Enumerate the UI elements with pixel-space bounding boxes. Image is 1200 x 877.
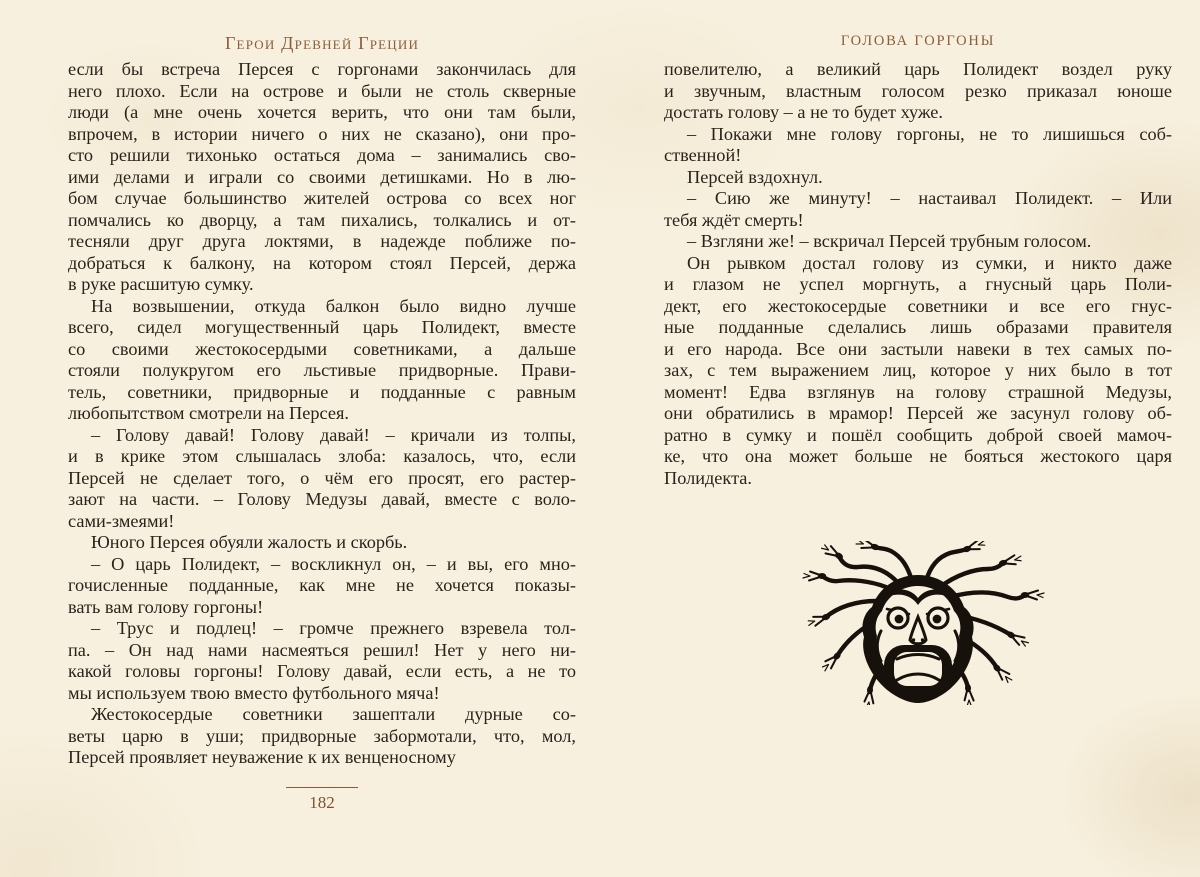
paragraph xyxy=(664,231,1172,253)
text-line: Юного Персея обуяли жалость и скорбь. xyxy=(91,532,408,552)
paragraph xyxy=(68,59,576,296)
text-line: и его народа. Все они застыли навеки в тех самых по- xyxy=(664,338,1172,359)
text-line: ственной! xyxy=(664,145,742,165)
text-line: дект, его жестокосердые советники и все его гнус- xyxy=(664,295,1172,316)
text-line: всего, сидел могущественный царь Полидект, вместе xyxy=(68,317,576,337)
text-line: ими делами и играли со своими детишками. Но в лю- xyxy=(68,166,576,187)
text-line: любопытством смотрели на Персея. xyxy=(68,403,349,423)
text-line: достать голову – а не то будет хуже. xyxy=(664,102,943,122)
paragraph xyxy=(664,188,1172,231)
text-line: люди (а мне очень хочется верить, что они там были, xyxy=(68,102,576,122)
text-line: добраться к балкону, на котором стоял Персей, держа xyxy=(68,252,576,273)
text-line: веты царю в уши; придворные забормотали, что, мол, xyxy=(68,725,576,746)
text-line: помчались ко дворцу, а там пихались, толкались и от- xyxy=(68,209,576,230)
text-line: бом случае большинство жителей острова со всех ног xyxy=(68,188,576,208)
text-line: зают на части. – Голову Медузы давай, вместе с воло- xyxy=(68,489,576,509)
text-line: – О царь Полидект, – воскликнул он, – и вы, его мно- xyxy=(91,553,576,574)
text-line: – Взгляни же! – вскричал Персей трубным голосом. xyxy=(687,231,1092,251)
text-line: в руке расшитую сумку. xyxy=(68,274,254,294)
text-line: Он рывком достал голову из сумки, и никто даже xyxy=(687,252,1172,273)
text-line: – Голову давай! Голову давай! – кричали из толпы, xyxy=(91,424,576,445)
page-body-left xyxy=(68,59,576,769)
paragraph xyxy=(664,124,1172,167)
running-head-book-title: Герои Древней Греции xyxy=(224,33,420,53)
text-line: сами-змеями! xyxy=(68,510,175,531)
folio-rule xyxy=(286,787,358,788)
text-line: ратно в сумку и пошёл сообщить доброй своей мамоч- xyxy=(664,424,1172,445)
text-line: тесняли друг друга локтями, в надежде поближе по- xyxy=(68,231,576,251)
text-line: – Сию же минуту! – настаивал Полидект. – Или xyxy=(687,188,1172,208)
text-line: – Покажи мне голову горгоны, не то лишишься соб- xyxy=(687,123,1172,144)
text-line: и в крике этом слышалась злоба: казалось, что, если xyxy=(68,446,576,466)
text-line: Жестокосердые советники зашептали дурные со- xyxy=(91,704,576,724)
page-right xyxy=(664,0,1172,877)
text-line: – Трус и подлец! – громче прежнего взревела тол- xyxy=(91,618,576,638)
paragraph xyxy=(664,167,1172,189)
page-footer xyxy=(68,787,576,813)
text-line: зах, с тем выражением лиц, которое у них было в тот xyxy=(664,360,1172,380)
text-line: па. – Он над нами насмеяться решил! Нет у него ни- xyxy=(68,639,576,660)
paragraph xyxy=(664,59,1172,124)
paragraph xyxy=(68,296,576,425)
text-line: сто решили тихонько остаться дома – занимались сво- xyxy=(68,145,576,165)
text-line: Персей проявляет неуважение к их венценосному xyxy=(68,747,456,767)
text-line: тебя ждёт смерть! xyxy=(664,209,804,230)
text-line: какой головы горгоны! Голову давай, если есть, а не то xyxy=(68,661,576,681)
text-line: ке, что она может больше не бояться жестокого царя xyxy=(664,446,1172,466)
text-line: Персей вздохнул. xyxy=(687,166,823,187)
paragraph xyxy=(68,618,576,704)
text-line: На возвышении, откуда балкон было видно лучше xyxy=(91,295,576,316)
text-line: Полидекта. xyxy=(664,467,752,488)
paragraph xyxy=(68,425,576,533)
text-line: мы используем твою вместо футбольного мяча! xyxy=(68,682,440,703)
page-number: 182 xyxy=(309,793,335,812)
text-line: если бы встреча Персея с горгонами закончилась для xyxy=(68,59,576,79)
text-line: впрочем, в истории ничего о них не сказано), они про- xyxy=(68,123,576,144)
paragraph xyxy=(68,554,576,619)
text-line: Персей не сделает того, о чём его просят, его растер- xyxy=(68,467,576,488)
page-body-right xyxy=(664,59,1172,489)
text-line: и звучным, властным голосом резко приказал юноше xyxy=(664,80,1172,101)
text-line: момент! Едва взглянув на голову страшной Медузы, xyxy=(664,381,1172,402)
paragraph xyxy=(664,253,1172,490)
text-line: они обратились в мрамор! Персей же засунул голову об- xyxy=(664,403,1172,423)
text-line: и глазом не успел моргнуть, а гнусный царь Поли- xyxy=(664,274,1172,294)
medusa-head-illustration xyxy=(790,541,1046,705)
page-left xyxy=(68,0,576,877)
paragraph xyxy=(68,532,576,554)
text-line: гочисленные подданные, как мне не хочется показы- xyxy=(68,575,576,595)
running-head-chapter-title: ГОЛОВА ГОРГОНЫ xyxy=(840,33,996,49)
text-line: со своими жестокосердыми советниками, а дальше xyxy=(68,338,576,359)
text-line: стояли полукругом его льстивые придворные. Прави- xyxy=(68,360,576,380)
text-line: него плохо. Если на острове и были не столь скверные xyxy=(68,80,576,101)
text-line: тель, советники, придворные и подданные с равным xyxy=(68,381,576,402)
text-line: вать вам голову горгоны! xyxy=(68,596,264,617)
text-line: ные подданные сделались лишь образами правителя xyxy=(664,317,1172,337)
paragraph xyxy=(68,704,576,769)
text-line: повелителю, а великий царь Полидект воздел руку xyxy=(664,59,1172,79)
